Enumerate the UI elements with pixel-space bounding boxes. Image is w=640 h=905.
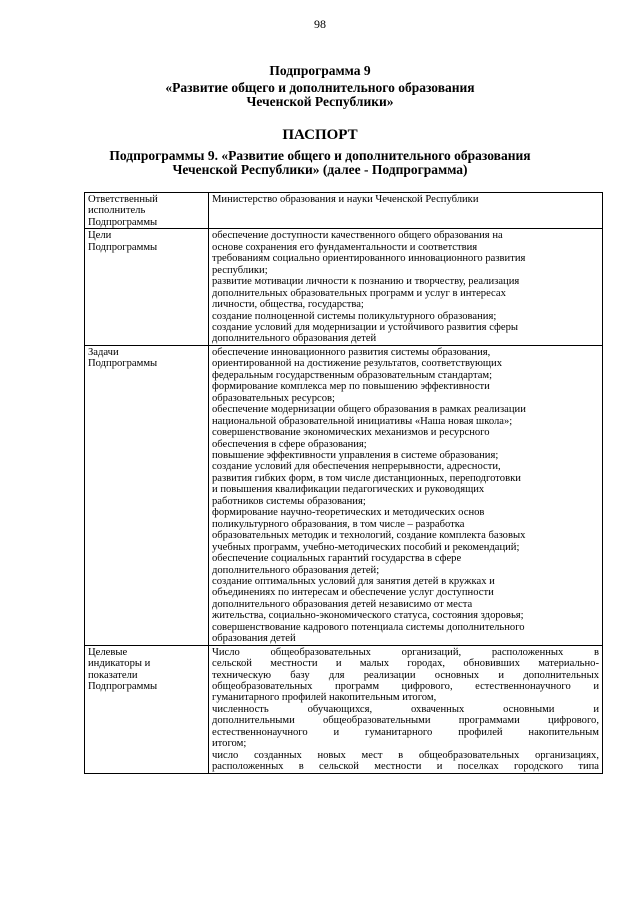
label-line: Ответственный xyxy=(88,194,158,205)
content-line: развитие мотивации личности к познанию и творчеству, реализация xyxy=(212,276,520,288)
passport-subtitle xyxy=(0,149,640,177)
content-line: поликультурного образования, в том числе – разработка xyxy=(212,518,465,530)
page-number: 98 xyxy=(314,17,326,31)
label-line: Подпрограммы xyxy=(88,216,158,228)
passport-row xyxy=(85,645,603,773)
label-line: Цели xyxy=(88,230,112,242)
passport-row xyxy=(85,229,603,346)
passport-row-content xyxy=(209,645,603,773)
content-line: и повышения квалификации педагогических и руководящих xyxy=(212,484,485,496)
passport-subtitle-line: Подпрограммы 9. «Развитие общего и дополнительного образования xyxy=(109,148,531,163)
content-line: общеобразовательных программ цифрового, естественнонаучного и xyxy=(212,681,599,693)
content-line: совершенствование экономических механизмов и ресурсного xyxy=(212,427,490,439)
content-line: численность обучающихся, охваченных основными и xyxy=(212,703,599,715)
content-line: формирование комплекса мер по повышению эффективности xyxy=(212,381,490,393)
content-line: дополнительных образовательных программ и услуг в интересах xyxy=(212,287,506,299)
label-line: Целевые xyxy=(88,646,128,658)
content-line: естественнонаучного и гуманитарного профилей накопительным xyxy=(212,726,599,738)
content-line: обеспечение социальных гарантий государства в сфере xyxy=(212,553,462,565)
content-line: Число общеобразовательных организаций, расположенных в xyxy=(212,646,599,658)
content-line: Министерство образования и науки Чеченской Республики xyxy=(212,194,479,205)
subprogram-title xyxy=(0,81,640,109)
content-line: создание полноценной системы поликультурного образования; xyxy=(212,310,497,322)
passport-row xyxy=(85,345,603,645)
passport-table-body xyxy=(85,193,603,774)
passport-row-content xyxy=(209,193,603,229)
content-line: жительства, социально-экономического статуса, состояния здоровья; xyxy=(212,610,524,622)
label-line: индикаторы и xyxy=(88,658,151,670)
passport-row-label xyxy=(85,193,209,229)
label-line: Подпрограммы xyxy=(88,681,158,693)
subprogram-title-line: Чеченской Республики» xyxy=(246,94,394,109)
content-line: гуманитарного профилей накопительным итогом, xyxy=(212,692,437,704)
content-line: повышение эффективности управления в системе образования; xyxy=(212,449,499,461)
passport-row-label xyxy=(85,645,209,773)
content-line: личности, общества, государства; xyxy=(212,299,364,311)
content-line: образовательных методик и технологий, создание комплекта базовых xyxy=(212,530,526,542)
content-line: основе сохранения его фундаментальности и соответствия xyxy=(212,241,478,253)
content-line: итогом; xyxy=(212,738,247,750)
content-line: дополнительного образования детей независимо от места xyxy=(212,598,473,610)
content-line: обеспечения в сфере образования; xyxy=(212,438,367,450)
content-line: создание условий для обеспечения непрерывности, адресности, xyxy=(212,461,501,473)
content-line: совершенствование кадрового потенциала системы дополнительного xyxy=(212,621,525,633)
content-line: сельской местности и малых городах, обновивших материально- xyxy=(212,658,599,670)
passport-row-label xyxy=(85,345,209,645)
label-line: Задачи xyxy=(88,346,119,358)
content-line: создание условий для модернизации и устойчивого развития сферы xyxy=(212,321,519,333)
content-line: работников системы образования; xyxy=(212,495,366,507)
passport-subtitle-line: Чеченской Республики» (далее - Подпрограмма) xyxy=(172,162,468,177)
content-line: создание оптимальных условий для занятия детей в кружках и xyxy=(212,575,495,587)
content-line: национальной образовательной инициативы «Наша новая школа»; xyxy=(212,415,513,427)
content-line: число созданных новых мест в общеобразовательных организациях, xyxy=(212,749,599,761)
content-line: федеральным государственным образовательным стандартам; xyxy=(212,369,493,381)
passport-row-content xyxy=(209,345,603,645)
passport-row xyxy=(85,193,603,229)
passport-table xyxy=(84,192,603,774)
passport-row-label xyxy=(85,229,209,346)
subprogram-heading: Подпрограмма 9 xyxy=(269,63,371,78)
content-line: объединениях по интересам и обеспечение услуг доступности xyxy=(212,587,494,599)
content-line: республики; xyxy=(212,264,268,276)
content-line: ориентированной на достижение результатов, соответствующих xyxy=(212,358,502,370)
label-line: Подпрограммы xyxy=(88,241,158,253)
content-line: развития гибких форм, в том числе дистанционных, переподготовки xyxy=(212,472,521,484)
content-line: техническую базу для реализации основных и дополнительных xyxy=(212,669,599,681)
content-line: обеспечение доступности качественного общего образования на xyxy=(212,230,503,242)
label-line: Подпрограммы xyxy=(88,358,158,370)
content-line: формирование научно-теоретических и методических основ xyxy=(212,507,485,519)
label-line: показатели xyxy=(88,669,138,681)
content-line: дополнительными общеобразовательными программами цифрового, xyxy=(212,715,599,727)
content-line: дополнительного образования детей; xyxy=(212,564,380,576)
label-line: исполнитель xyxy=(88,205,146,217)
content-line: образовательных ресурсов; xyxy=(212,392,335,404)
subprogram-title-line: «Развитие общего и дополнительного образования xyxy=(165,80,475,95)
passport-title: ПАСПОРТ xyxy=(282,127,358,143)
content-line: требованиям социально ориентированного инновационного развития xyxy=(212,253,526,265)
content-line: образования детей xyxy=(212,633,296,645)
passport-row-content xyxy=(209,229,603,346)
content-line: обеспечение инновационного развития системы образования, xyxy=(212,346,491,358)
content-line: обеспечение модернизации общего образования в рамках реализации xyxy=(212,404,526,416)
content-line: учебных программ, учебно-методических пособий и рекомендаций; xyxy=(212,541,520,553)
content-line: расположенных в сельской местности и поселках городского типа xyxy=(212,761,599,773)
content-line: дополнительного образования детей xyxy=(212,333,377,345)
